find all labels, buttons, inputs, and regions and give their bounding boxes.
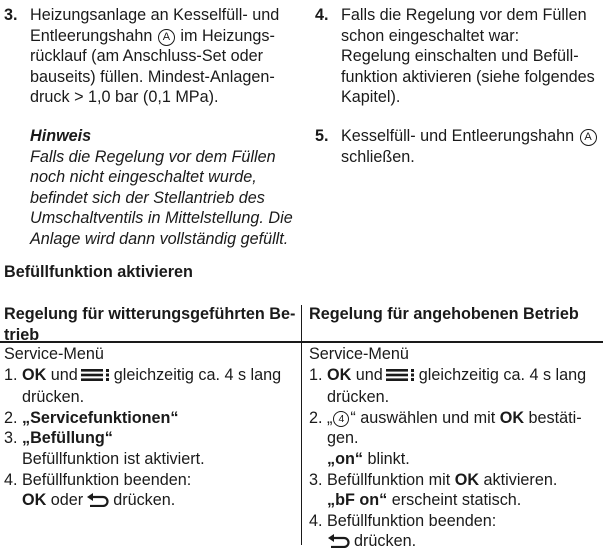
ok-key: OK	[22, 365, 47, 384]
circled-a-marker-icon: A	[158, 29, 175, 46]
circled-a-marker-icon: A	[580, 129, 597, 146]
list-item: 4. Befüllfunktion beenden: drücken.	[309, 511, 601, 554]
step-5	[315, 126, 603, 167]
list-item: 1. OK und gleichzeitig ca. 4 s lang drücken.	[4, 365, 282, 407]
menu-label: Service-Menü	[309, 345, 409, 363]
menu-icon	[80, 367, 112, 388]
menu-label: Service-Menü	[4, 345, 104, 363]
ok-key: OK	[22, 491, 47, 510]
back-arrow-icon	[327, 533, 351, 554]
step-number: 3.	[4, 6, 18, 24]
list-item: 4. Befüllfunktion beenden: OK oder drücken.	[4, 470, 299, 513]
list-item: 1. OK und gleichzeitig ca. 4 s lang drücken.	[309, 365, 587, 407]
note-line: Umschaltventils in Mittelstellung. Die	[30, 209, 293, 228]
step-number: 5.	[315, 127, 329, 145]
note-block	[30, 126, 300, 250]
step-text: funktion aktivieren (siehe folgendes	[341, 67, 595, 86]
step-text: Kesselfüll- und Entleerungshahn A	[341, 126, 603, 147]
menu-icon	[385, 367, 417, 388]
list-item: 3. „Befüllung“ Befüllfunktion ist aktiviert.	[4, 429, 205, 468]
step-text: Entleerungshahn A im Heizungs-	[30, 26, 275, 45]
step-number: 4.	[315, 6, 329, 24]
back-arrow-icon	[86, 492, 110, 513]
list-item: 2. „ 4 “ auswählen und mit OK bestäti- gen. „on“ blinkt.	[309, 408, 582, 468]
list-item: 2. „Servicefunktionen“	[4, 408, 179, 427]
step-text: Falls die Regelung vor dem Füllen	[341, 6, 587, 24]
step-3	[4, 5, 294, 108]
note-line: befindet sich der Stellantrieb des	[30, 188, 265, 207]
note-line: noch nicht eingeschaltet wurde,	[30, 168, 257, 187]
step-text: rücklauf (am Anschluss-Set oder	[30, 47, 264, 66]
step-text: Regelung einschalten und Befüll-	[341, 47, 579, 66]
step-text: schließen.	[341, 147, 415, 166]
step-text: bauseits) füllen. Mindest-Anlagen-	[30, 67, 275, 86]
table-header-right: Regelung für angehobenen Betrieb	[309, 305, 579, 323]
table-cell-right	[309, 344, 601, 554]
step-text: druck > 1,0 bar (0,1 MPa).	[30, 88, 219, 107]
step-text: Heizungsanlage an Kesselfüll- und	[30, 6, 280, 24]
ok-key: OK	[454, 470, 480, 489]
note-title: Hinweis	[30, 127, 92, 145]
step-4	[315, 5, 603, 108]
note-line: Falls die Regelung vor dem Füllen	[30, 147, 276, 166]
note-line: Anlage wird dann vollständig gefüllt.	[30, 229, 289, 248]
section-title: Befüllfunktion aktivieren	[4, 263, 193, 281]
list-item: 3. Befüllfunktion mit OK aktivieren. „bF on“ erscheint statisch.	[309, 470, 558, 510]
step-text: Kapitel).	[341, 88, 401, 107]
ok-key: OK	[327, 365, 352, 384]
step-text: schon eingeschaltet war:	[341, 26, 520, 45]
ok-key: OK	[499, 408, 525, 427]
circled-4-marker-icon: 4	[333, 411, 349, 427]
table-header-left: Regelung für witterungsgeführten Be- trieb	[4, 305, 296, 344]
table-cell-left	[4, 344, 299, 513]
